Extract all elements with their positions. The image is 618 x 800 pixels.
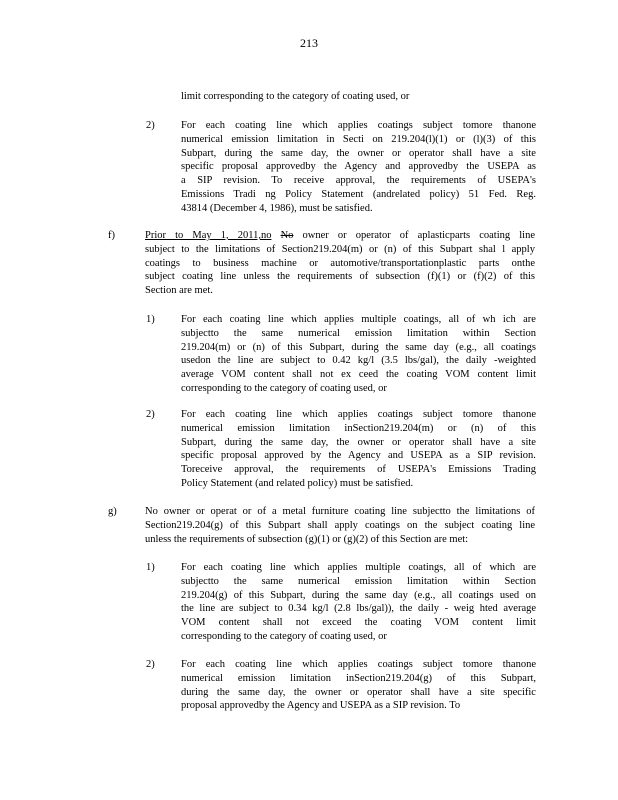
- deleted-text: No: [280, 230, 294, 241]
- paragraph-g-1: [181, 561, 536, 644]
- paragraph-f: [145, 229, 535, 298]
- text-line: 43814 (December 4, 1986), must be satisfied.: [181, 202, 373, 214]
- text-line: unless the requirements of subsection (g)(1) or (g)(2) of this Section are met:: [145, 533, 469, 545]
- paragraph-label: 1): [146, 314, 155, 325]
- paragraph-e-2: [181, 119, 536, 216]
- paragraph-label: 2): [146, 120, 155, 131]
- text-line: corresponding to the category of coating used, or: [181, 630, 387, 642]
- text-line: Policy Statement (and related policy) must be satisfied.: [181, 477, 414, 489]
- text-line: subjectto the same numerical emission limitation within Section: [181, 327, 536, 339]
- text-line: specific proposal approvedby the Agency and approvedby the USEPA as: [181, 161, 536, 173]
- text-line: Section are met.: [145, 285, 213, 297]
- text-line: numerical emission limitation inSection219.204(m) or (n) of this: [181, 422, 536, 434]
- text-line: For each coating line which applies multiple coatings, all of which are: [181, 562, 537, 573]
- text-run: owner or operator of aplasticparts coating line: [293, 230, 535, 241]
- text-line: subject coating line unless the requirements of subsection (f)(1) or (f)(2) of this: [145, 271, 535, 283]
- text-line: For each coating line which applies coatings subject tomore thanone: [181, 409, 536, 420]
- text-line: 219.204(m) or (n) of this Subpart, during the same day (e.g., all coatings: [181, 341, 537, 353]
- paragraph-label: g): [108, 506, 117, 517]
- text-line: For each coating line which applies coatings subject tomore thanone: [181, 120, 536, 131]
- text-line: a SIP revision. To receive approval, the requirements of USEPA's: [181, 175, 536, 187]
- text-line: VOM content shall not exceed the coating VOM content limit: [181, 617, 536, 629]
- text-line: subjectto the same numerical emission limitation within Section: [181, 575, 536, 587]
- text-line: numerical emission limitation in Secti on 219.204(l)(1) or (l)(3) of this: [181, 133, 536, 145]
- paragraph-g-2: [181, 658, 536, 713]
- text-line: coatings to business machine or automotive/transportationplastic parts onthe: [145, 257, 536, 269]
- text-line: usedon the line are subject to 0.42 kg/l (3.5 lbs/gal), the daily -weighted: [181, 355, 536, 367]
- page-number: 213: [300, 36, 318, 50]
- text-line: proposal approvedby the Agency and USEPA as a SIP revision. To: [181, 700, 461, 712]
- paragraph-e-continuation: [181, 90, 443, 104]
- paragraph-label: 2): [146, 409, 155, 420]
- text-line: average VOM content shall not ex ceed the coating VOM content limit: [181, 369, 536, 381]
- paragraph-label: 1): [146, 562, 155, 573]
- text-line: Subpart, during the same day, the owner or operator shall have a site: [181, 436, 536, 448]
- paragraph-label: f): [108, 230, 115, 241]
- text-line: specific proposal approved by the Agency and USEPA as a SIP revision.: [181, 450, 536, 462]
- text-line: during the same day, the owner or operator shall have a site specific: [181, 686, 536, 698]
- text-line: Emissions Tradi ng Policy Statement (andrelated policy) 51 Fed. Reg.: [181, 188, 536, 200]
- text-line: For each coating line which applies multiple coatings, all of wh ich are: [181, 314, 536, 325]
- text-line: 219.204(g) of this Subpart, during the same day (e.g., all coatings used on: [181, 589, 536, 601]
- text-line: No owner or operat or of a metal furniture coating line subjectto the limitations of: [145, 506, 535, 517]
- text-line: subject to the limitations of Section219.204(m) or (n) of this Subpart shal l apply: [145, 243, 535, 255]
- text-line: Section219.204(g) of this Subpart shall apply coatings on the subject coating line: [145, 519, 536, 531]
- paragraph-g: [145, 505, 535, 546]
- text-line: limit corresponding to the category of coating used, or: [181, 91, 410, 102]
- text-line: For each coating line which applies coatings subject tomore thanone: [181, 659, 536, 670]
- inserted-text: Prior to May 1, 2011,no: [145, 230, 272, 241]
- text-line: Subpart, during the same day, the owner or operator shall have a site: [181, 147, 536, 159]
- paragraph-f-2: [181, 408, 536, 491]
- text-line: the line are subject to 0.34 kg/l (2.8 lbs/gal)), the daily - weig hted average: [181, 603, 537, 615]
- text-line: numerical emission limitation inSection219.204(g) of this Subpart,: [181, 672, 536, 684]
- text-line: [145, 229, 535, 243]
- text-line: Toreceive approval, the requirements of USEPA's Emissions Trading: [181, 464, 537, 476]
- paragraph-label: 2): [146, 659, 155, 670]
- paragraph-f-1: [181, 313, 536, 396]
- text-line: corresponding to the category of coating used, or: [181, 382, 387, 394]
